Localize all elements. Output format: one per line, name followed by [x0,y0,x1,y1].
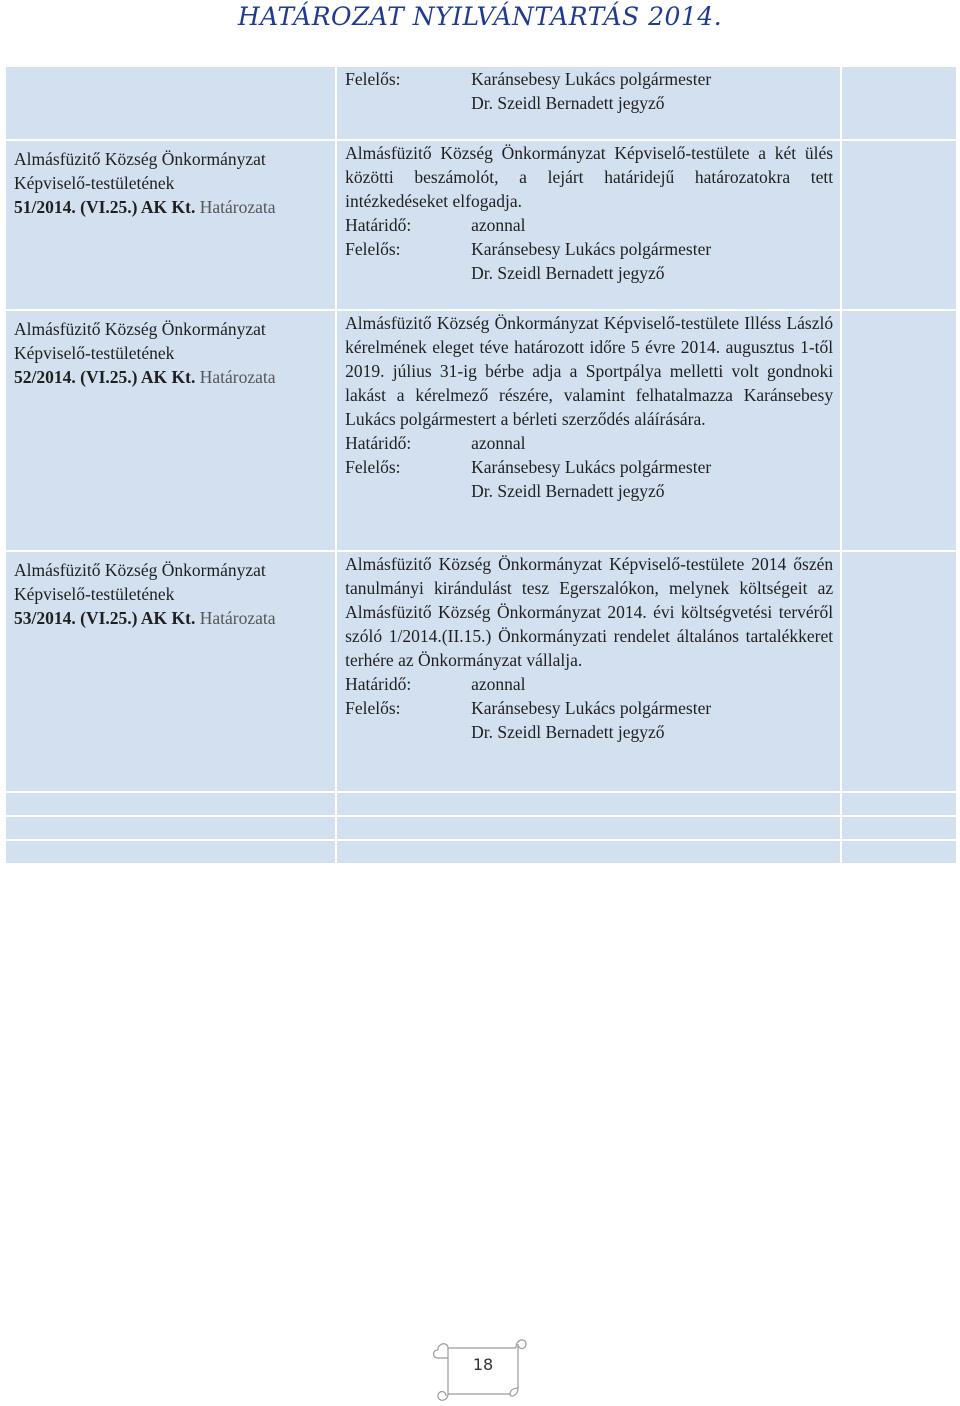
table-row [6,552,956,791]
felelos-line [345,455,833,479]
ref-number: 53/2014. (VI.25.) AK Kt. [14,608,196,628]
felelos-value-2: Dr. Szeidl Bernadett jegyző [471,263,665,283]
ref-suffix: Határozata [199,197,276,217]
ref-line-2: Képviselő-testületének [14,584,175,604]
ref-suffix: Határozata [199,367,276,387]
hatarido-line [345,213,833,237]
felelos-value-2: Dr. Szeidl Bernadett jegyző [471,93,665,113]
felelos-value: Karánsebesy Lukács polgármester [471,698,712,718]
table-row [6,67,956,139]
ref-cell [6,67,335,139]
table-row [6,311,956,550]
ref-cell [6,141,335,309]
empty-row [6,817,956,839]
table-row [6,141,956,309]
ref-cell [6,311,335,550]
note-cell [842,311,956,550]
felelos-label: Felelős: [345,69,401,89]
felelos-value: Karánsebesy Lukács polgármester [471,239,712,259]
note-cell [842,552,956,791]
empty-row [6,793,956,815]
felelos-value: Karánsebesy Lukács polgármester [471,69,712,89]
ref-line-1: Almásfüzitő Község Önkormányzat [14,149,266,169]
felelos-label: Felelős: [345,698,401,718]
ref-line-1: Almásfüzitő Község Önkormányzat [14,319,266,339]
hatarido-label: Határidő: [345,215,412,235]
hatarido-label: Határidő: [345,674,412,694]
felelos-line-2 [345,479,833,503]
hatarido-value: azonnal [471,433,526,453]
text-cell [337,311,840,550]
felelos-value-2: Dr. Szeidl Bernadett jegyző [471,481,665,501]
ref-number-line [14,606,328,630]
resolution-text: Almásfüzitő Község Önkormányzat Képviselő-testülete 2014 őszén tanulmányi kirándulást tesz Egerszalókon, melynek költségeit az Almásfüzitő Község Önkormányzat 2014. évi költségvetési tervéről szóló 1/2014.(II.15.) Önkormányzati rendelet általános tartalékkeret terhére az Önkormányzat vállalja. [345,554,834,670]
document-title: HATÁROZAT NYILVÁNTARTÁS 2014. [237,2,723,31]
empty-row [6,841,956,863]
ref-number-line [14,195,328,219]
ref-line-2: Képviselő-testületének [14,173,175,193]
ref-number: 51/2014. (VI.25.) AK Kt. [14,197,196,217]
felelos-value-2: Dr. Szeidl Bernadett jegyző [471,722,665,742]
ref-number-line [14,365,328,389]
felelos-value: Karánsebesy Lukács polgármester [471,457,712,477]
hatarido-value: azonnal [471,674,526,694]
hatarido-line [345,431,833,455]
ref-cell [6,552,335,791]
felelos-line [345,696,833,720]
ref-number: 52/2014. (VI.25.) AK Kt. [14,367,196,387]
ref-line-1: Almásfüzitő Község Önkormányzat [14,560,266,580]
ref-line-2: Képviselő-testületének [14,343,175,363]
note-cell [842,67,956,139]
page-number: 18 [472,1355,494,1374]
hatarido-value: azonnal [471,215,526,235]
ref-suffix: Határozata [199,608,276,628]
resolution-register-table [4,65,958,865]
resolution-text: Almásfüzitő Község Önkormányzat Képviselő-testülete Illéss László kérelmének eleget téve határozott időre 5 évre 2014. augusztus 1-től 2019. július 31-ig bérbe adja a Sportpálya melletti volt gondnoki lakást a kérelmező részére, valamint felhatalmazza Karánsebesy Lukács polgármestert a bérleti szerződés aláírására. [345,313,834,429]
resolution-text: Almásfüzitő Község Önkormányzat Képviselő-testülete a két ülés közötti beszámolót, a lejárt határidejű határozatokra tett intézkedéseket elfogadja. [345,143,834,211]
felelos-line-2 [345,720,833,744]
note-cell [842,141,956,309]
hatarido-line [345,672,833,696]
page-number-scroll [428,1328,528,1406]
felelos-line [345,67,833,91]
felelos-label: Felelős: [345,239,401,259]
text-cell [337,141,840,309]
text-cell [337,67,840,139]
felelos-line-2 [345,91,833,115]
felelos-line [345,237,833,261]
hatarido-label: Határidő: [345,433,412,453]
text-cell [337,552,840,791]
felelos-line-2 [345,261,833,285]
felelos-label: Felelős: [345,457,401,477]
